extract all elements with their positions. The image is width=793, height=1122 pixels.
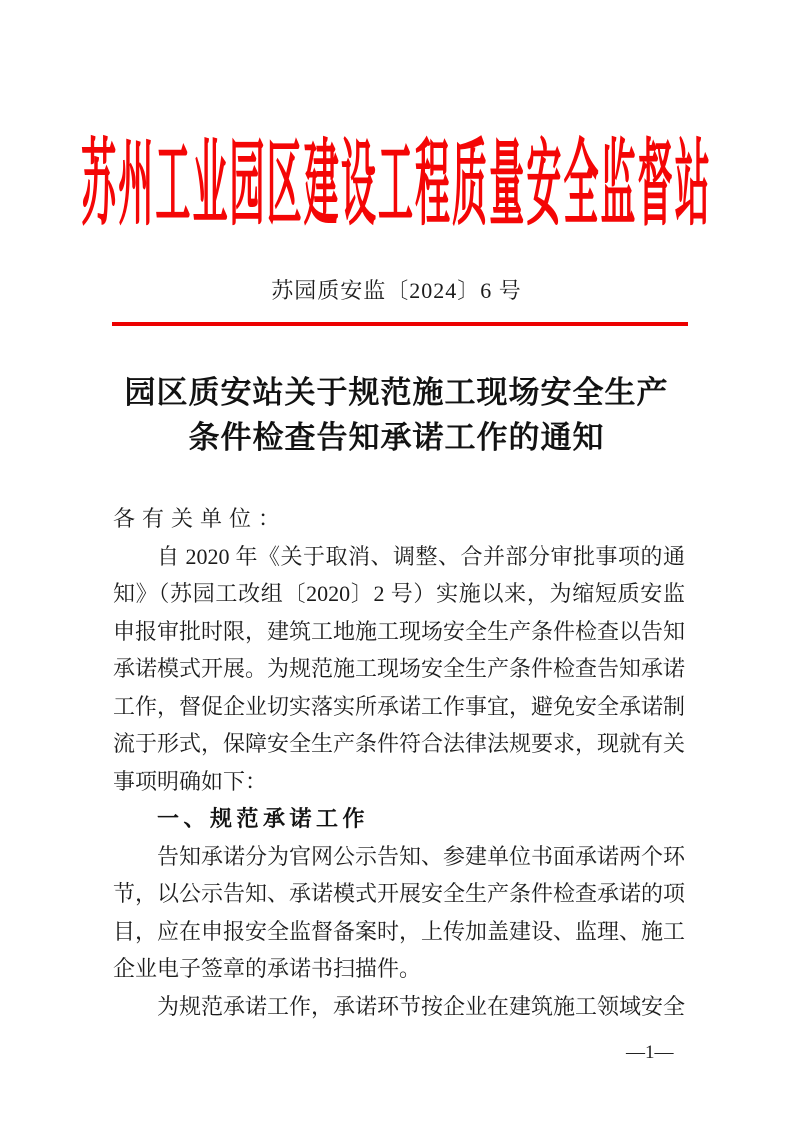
paragraph-3: 为规范承诺工作，承诺环节按企业在建筑施工领域安全 — [157, 993, 686, 1019]
doc-number: 苏园质安监〔2024〕6 号 — [271, 278, 522, 303]
agency-masthead-text: 苏州工业园区建设工程质量安全监督站 — [81, 131, 712, 237]
doc-title — [0, 370, 793, 460]
agency-masthead — [0, 131, 793, 237]
section-1-heading: 一、规范承诺工作 — [157, 806, 370, 831]
red-divider-rule — [112, 322, 688, 326]
doc-body — [113, 500, 685, 1025]
doc-title-line-1: 园区质安站关于规范施工现场安全生产 — [124, 375, 669, 410]
paragraph-2: 告知承诺分为官网公示告知、参建单位书面承诺两个环节，以公示告知、承诺模式开展安全生产条件检查承诺的项目，应在申报安全监督备案时，上传加盖建设、监理、施工企业电子签章的承诺书扫描件。 — [113, 843, 686, 981]
page-number: —1— — [626, 1042, 674, 1063]
paragraph-1: 自 2020 年《关于取消、调整、合并部分审批事项的通知》（苏园工改组〔2020〕2 号）实施以来，为缩短质安监申报审批时限，建筑工地施工现场安全生产条件检查以告知承诺模式开展。为规范施工现场安全生产条件检查告知承诺工作，督促企业切实落实所承诺工作事宜，避免安全承诺制流于形式，保障安全生产条件符合法律法规要求，现就有关事项明确如下： — [113, 543, 686, 794]
doc-title-line-2: 条件检查告知承诺工作的通知 — [188, 420, 605, 455]
salutation: 各有关单位： — [113, 506, 288, 531]
